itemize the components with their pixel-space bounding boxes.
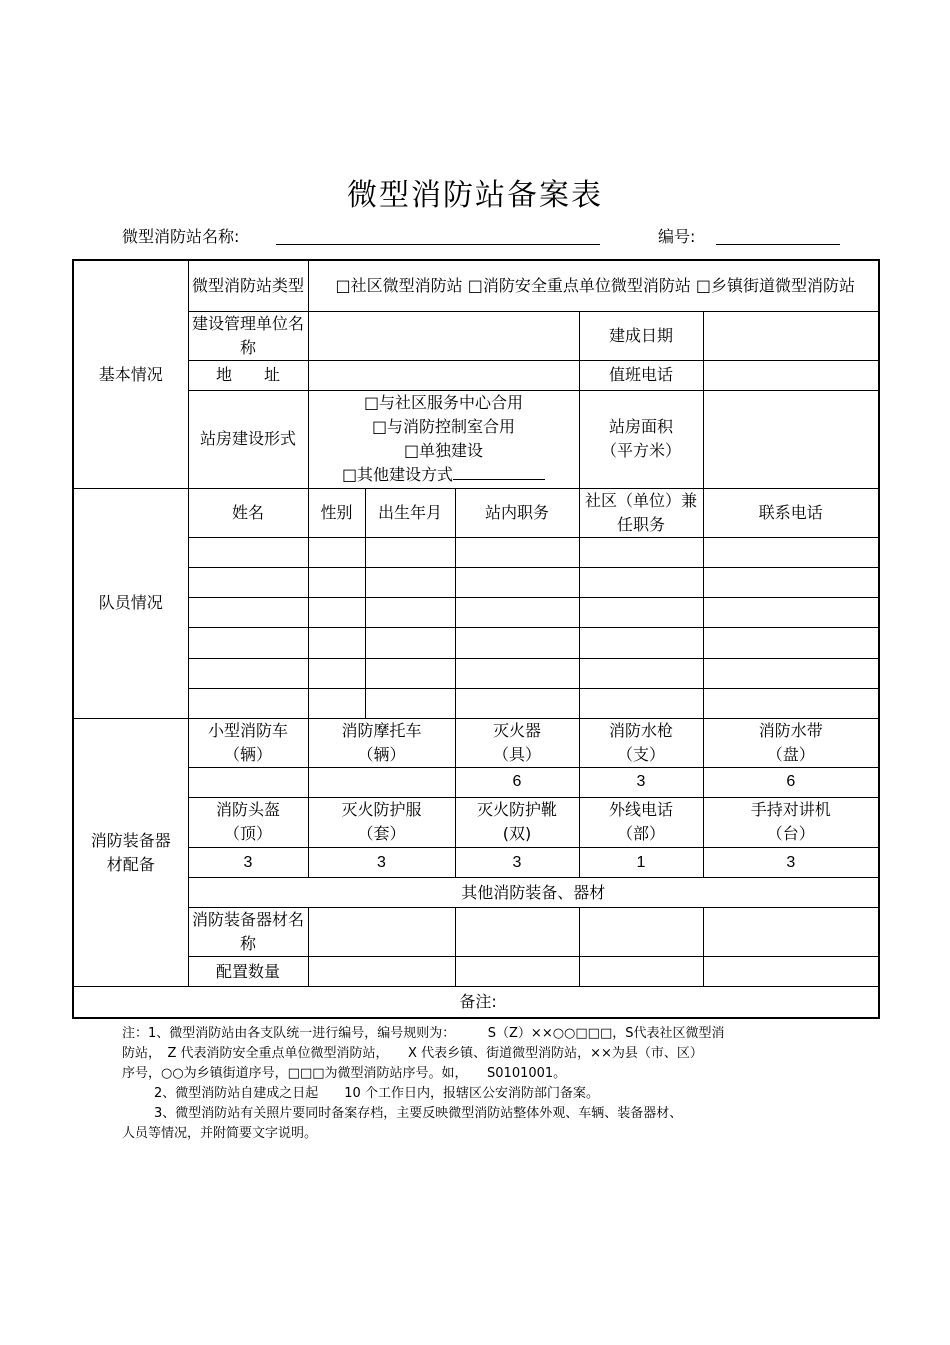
- member-header-position: 站内职务: [455, 489, 579, 538]
- station-type-label: 微型消防站类型: [188, 260, 308, 311]
- equip-value[interactable]: 3: [188, 848, 308, 878]
- footnotes: [122, 1024, 832, 1144]
- equip-name: 消防水枪 （支）: [579, 718, 703, 767]
- other-equipment-cell[interactable]: [703, 908, 879, 957]
- equip-name: 手持对讲机 （台）: [703, 797, 879, 847]
- address-value[interactable]: [308, 360, 579, 390]
- equip-value[interactable]: [188, 767, 308, 797]
- member-header-name: 姓名: [188, 489, 308, 538]
- build-date-value[interactable]: [703, 311, 879, 360]
- mgmt-unit-value[interactable]: [308, 311, 579, 360]
- equip-name: 消防摩托车 （辆）: [308, 718, 455, 767]
- build-form-option[interactable]: □与社区服务中心合用: [363, 393, 524, 413]
- equip-value[interactable]: 3: [703, 848, 879, 878]
- table-row: [73, 658, 879, 688]
- equip-value[interactable]: [308, 767, 455, 797]
- table-row: [73, 628, 879, 658]
- table-row: [73, 688, 879, 718]
- note-line: 2、微型消防站自建成之日起 10 个工作日内，报辖区公安消防部门备案。: [154, 1086, 599, 1101]
- page-title: 微型消防站备案表: [347, 178, 603, 213]
- other-equipment-qty-label: 配置数量: [188, 957, 308, 987]
- note-line: 序号，○○为乡镇街道序号，□□□为微型消防站序号。如， S0101001。: [122, 1066, 567, 1081]
- equip-name: 灭火防护靴 (双): [455, 797, 579, 847]
- station-type-options[interactable]: □社区微型消防站 □消防安全重点单位微型消防站 □乡镇街道微型消防站: [308, 260, 879, 311]
- equip-value[interactable]: 3: [455, 848, 579, 878]
- build-form-option-other[interactable]: □其他建设方式: [311, 463, 577, 487]
- equip-name: 灭火防护服 （套）: [308, 797, 455, 847]
- station-area-label: 站房面积 （平方米）: [579, 390, 703, 488]
- section-basic: 基本情况: [73, 260, 188, 489]
- build-date-label: 建成日期: [579, 311, 703, 360]
- other-equipment-cell[interactable]: [703, 957, 879, 987]
- table-row: [73, 538, 879, 568]
- build-form-option[interactable]: □单独建设: [403, 441, 484, 461]
- other-equipment-cell[interactable]: [579, 908, 703, 957]
- equip-name: 消防头盔 （顶）: [188, 797, 308, 847]
- equip-value[interactable]: 6: [455, 767, 579, 797]
- section-members: 队员情况: [73, 489, 188, 719]
- address-label: 地 址: [188, 360, 308, 390]
- duty-phone-label: 值班电话: [579, 360, 703, 390]
- equip-name: 外线电话 （部）: [579, 797, 703, 847]
- table-row: [73, 568, 879, 598]
- equip-name: 消防水带 （盘）: [703, 718, 879, 767]
- station-area-value[interactable]: [703, 390, 879, 488]
- remarks-row[interactable]: 备注:: [73, 987, 879, 1018]
- station-name-label: 微型消防站名称:: [122, 227, 240, 246]
- member-header-community-role: 社区（单位）兼任职务: [579, 489, 703, 538]
- note-line: 防站， Z 代表消防安全重点单位微型消防站， X 代表乡镇、街道微型消防站，××为县（市、区）: [122, 1046, 703, 1061]
- registration-table: [72, 259, 880, 1019]
- member-header-phone: 联系电话: [703, 489, 879, 538]
- note-line: 人员等情况，并附简要文字说明。: [122, 1126, 318, 1141]
- note-line: 注：1、微型消防站由各支队统一进行编号，编号规则为： S（Z）××○○□□□，S代表社区微型消: [122, 1026, 725, 1041]
- build-form-option[interactable]: □与消防控制室合用: [371, 417, 516, 437]
- equip-value[interactable]: 6: [703, 767, 879, 797]
- other-equipment-header: 其他消防装备、器材: [188, 878, 879, 908]
- duty-phone-value[interactable]: [703, 360, 879, 390]
- other-equipment-cell[interactable]: [455, 957, 579, 987]
- build-form-label: 站房建设形式: [188, 390, 308, 488]
- other-equipment-cell[interactable]: [308, 957, 455, 987]
- equip-value[interactable]: 3: [579, 767, 703, 797]
- table-row: [73, 598, 879, 628]
- other-equipment-cell[interactable]: [455, 908, 579, 957]
- station-name-field[interactable]: [276, 244, 600, 245]
- note-line: 3、微型消防站有关照片要同时备案存档，主要反映微型消防站整体外观、车辆、装备器材、: [154, 1106, 683, 1121]
- build-form-options[interactable]: [308, 390, 579, 488]
- other-equipment-cell[interactable]: [308, 908, 455, 957]
- member-header-birth: 出生年月: [365, 489, 455, 538]
- other-equipment-name-label: 消防装备器材名称: [188, 908, 308, 957]
- equip-value[interactable]: 3: [308, 848, 455, 878]
- equip-value[interactable]: 1: [579, 848, 703, 878]
- equip-name: 小型消防车 （辆）: [188, 718, 308, 767]
- mgmt-unit-label: 建设管理单位名称: [188, 311, 308, 360]
- member-header-gender: 性别: [308, 489, 365, 538]
- other-equipment-cell[interactable]: [579, 957, 703, 987]
- equip-name: 灭火器 （具）: [455, 718, 579, 767]
- number-field[interactable]: [716, 244, 840, 245]
- section-equipment: 消防装备器材配备: [73, 718, 188, 987]
- number-label: 编号:: [658, 227, 696, 246]
